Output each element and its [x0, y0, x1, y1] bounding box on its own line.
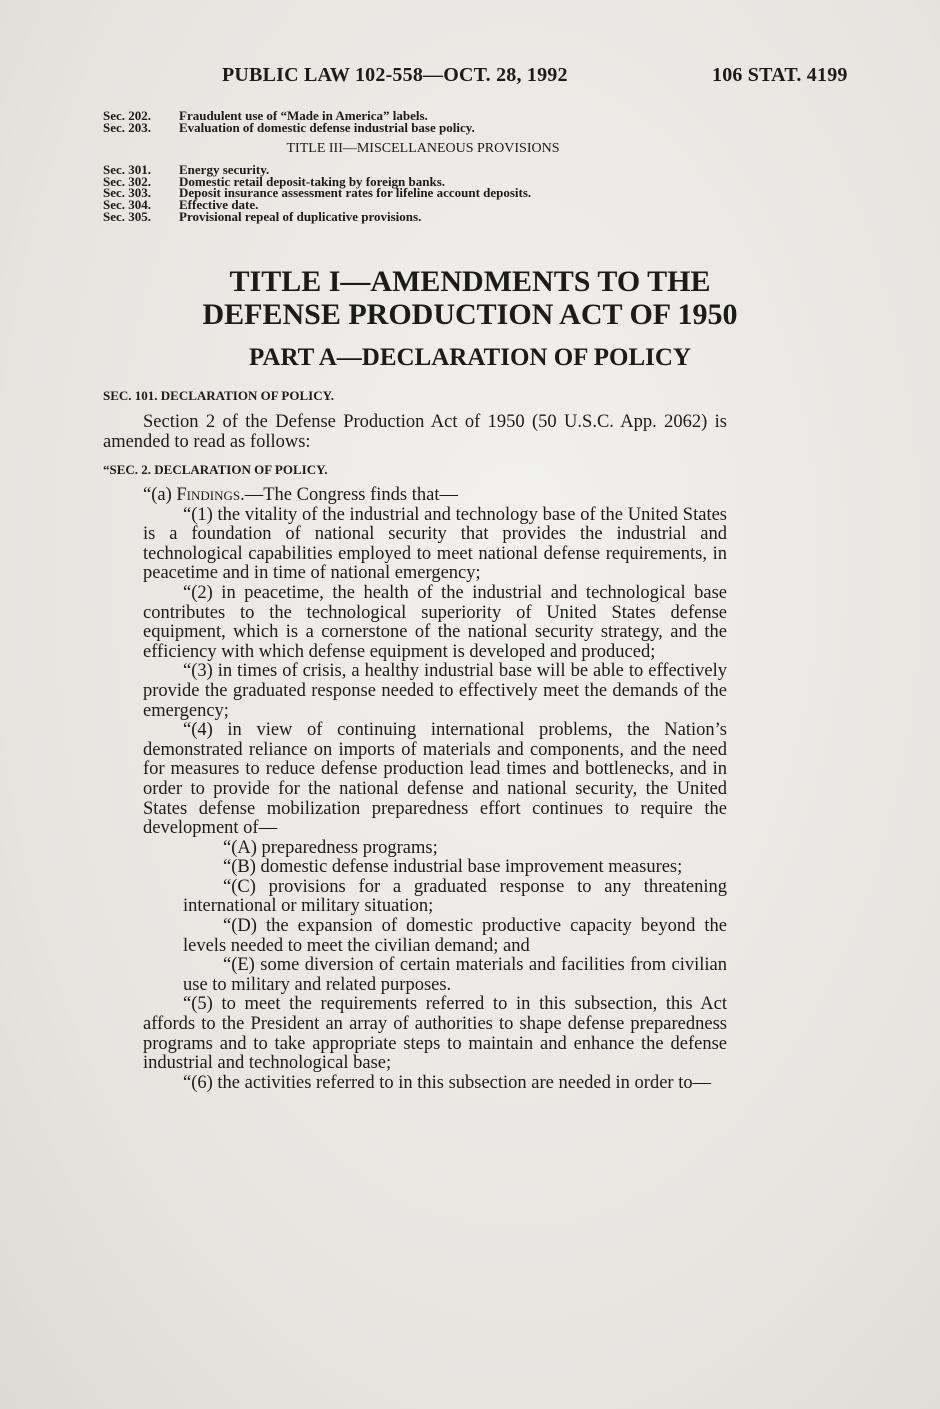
toc-num: Sec. 302. [103, 173, 152, 189]
toc-text: Fraudulent use of “Made in America” labels. [179, 108, 428, 123]
toc-num: Sec. 202. [103, 108, 152, 123]
toc-num: Sec. 303. [103, 185, 152, 201]
toc-num: Sec. 304. [103, 196, 152, 212]
finding-4a: “(A) preparedness programs; [223, 837, 438, 858]
finding-4d: “(D) the expansion of domestic productive capacity beyond the levels needed to meet the civilian demand; and [183, 916, 727, 956]
toc-text: Provisional repeal of duplicative provisions. [179, 208, 422, 224]
toc-num: Sec. 301. [103, 162, 152, 178]
sec-101-text: Section 2 of the Defense Production Act of 1950 (50 U.S.C. App. 2062) is amended to read as follows: [103, 412, 727, 452]
toc-row [103, 208, 803, 224]
finding-6: “(6) the activities referred to in this subsection are needed in order to— [183, 1072, 712, 1093]
page-header [0, 64, 940, 96]
sec-2-heading: “SEC. 2. DECLARATION OF POLICY. [103, 462, 328, 477]
table-of-contents [103, 110, 803, 222]
finding-4e: “(E) some diversion of certain materials and facilities from civilian use to military and related purposes. [183, 955, 727, 995]
toc-row [103, 119, 803, 135]
title-i-line2: DEFENSE PRODUCTION ACT OF 1950 [202, 298, 738, 331]
finding-4: “(4) in view of continuing international problems, the Nation’s demonstrated reliance on imports of materials and components, and the need for measures to reduce defense production lead times and bottlenecks, and in order to provide for the national defense and national security, the United States defense mobilization preparedness effort continues to require the development of— [143, 720, 727, 839]
header-stat-page: 106 STAT. 4199 [712, 64, 848, 86]
findings-lead-rest: .—The Congress finds that— [240, 485, 458, 505]
finding-1-text: “(1) the vitality of the industrial and technology base of the United States is a foundation of national security that provides the industrial and technological capabilities employed to meet national defense requirements, in peacetime and in time of national emergency; [143, 504, 727, 584]
findings-lead-smallcaps: Findings [176, 485, 241, 505]
finding-5: “(5) to meet the requirements referred to in this subsection, this Act affords to the President an array of authorities to shape defense preparedness programs and to take appropriate steps to maintain and enhance the defense industrial and technological base; [143, 994, 727, 1074]
finding-4b: “(B) domestic defense industrial base improvement measures; [223, 857, 683, 878]
toc-num: Sec. 203. [103, 119, 152, 135]
findings-lead [103, 486, 727, 506]
sec-101-heading: SEC. 101. DECLARATION OF POLICY. [103, 388, 335, 403]
toc-text: Evaluation of domestic defense industrial base policy. [179, 119, 475, 135]
toc-text: Deposit insurance assessment rates for lifeline account deposits. [179, 185, 532, 201]
part-a-heading: PART A—DECLARATION OF POLICY [249, 344, 691, 371]
sec-101-text-block [103, 413, 727, 452]
finding-3: “(3) in times of crisis, a healthy industrial base will be able to effectively provide the graduated response needed to effectively meet the demands of the emergency; [143, 661, 727, 721]
title-i-heading [0, 265, 940, 331]
title-i-line1: TITLE I—AMENDMENTS TO THE [229, 265, 711, 298]
header-public-law: PUBLIC LAW 102-558—OCT. 28, 1992 [222, 64, 568, 86]
findings-lead-open: “(a) [143, 485, 177, 505]
finding-4c: “(C) provisions for a graduated response to any threatening international or military situation; [183, 876, 727, 917]
toc-title-iii: TITLE III—MISCELLANEOUS PROVISIONS [286, 141, 560, 157]
findings-block [103, 486, 727, 1093]
finding-2: “(2) in peacetime, the health of the industrial and technological base contributes to the technological superiority of United States defense equipment, which is a cornerstone of the national security strategy, and the efficiency with which defense equipment is developed and produced; [143, 582, 727, 662]
toc-text: Energy security. [179, 162, 270, 178]
toc-text: Domestic retail deposit-taking by foreign banks. [179, 173, 446, 189]
toc-text: Effective date. [179, 196, 259, 212]
toc-num: Sec. 305. [103, 208, 152, 224]
finding-1 [143, 506, 727, 584]
